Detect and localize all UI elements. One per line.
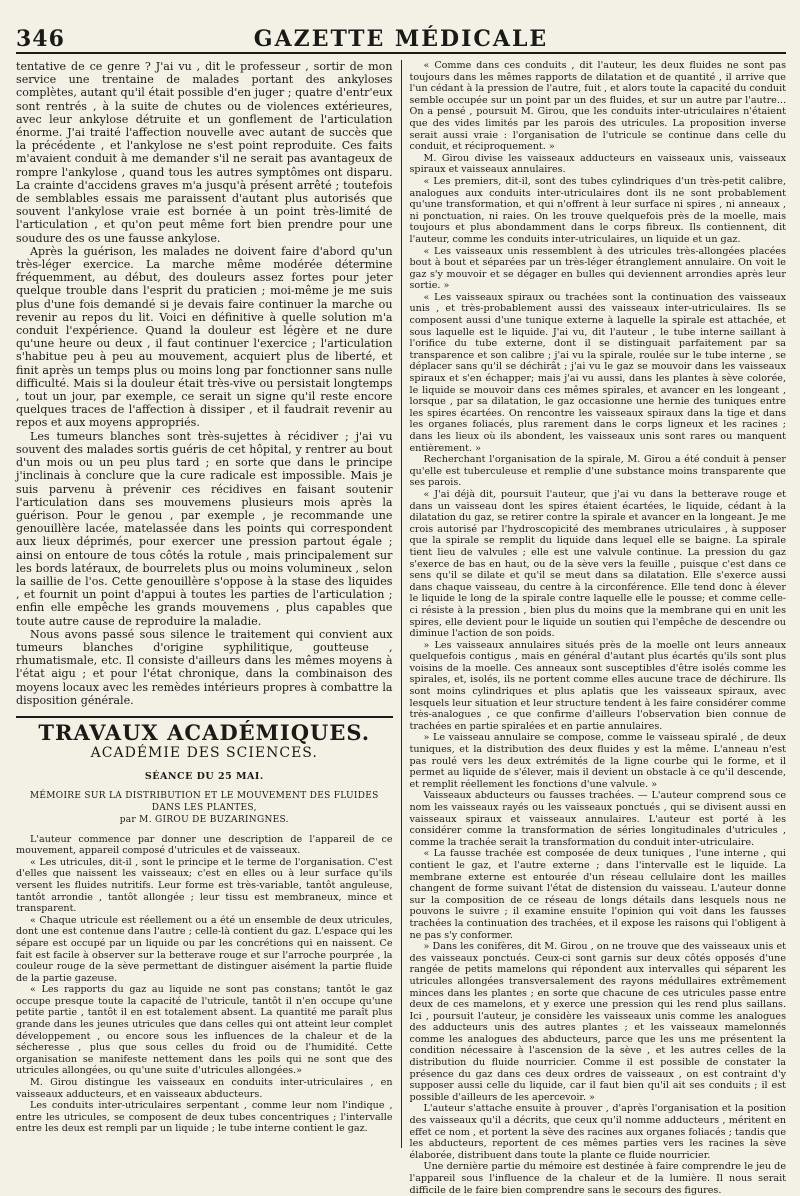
paragraph: Nous avons passé sous silence le traitement qui convient aux tumeurs blanches d'origine syphilitique, goutteuse , rhumatismale, etc. Il consiste d'ailleurs dans les mêmes moyens à l'état aigu ; et pour l'état chronique, dans la combinaison des moyens locaux avec les remèdes intérieurs propres à combattre la disposition générale. (16, 627, 393, 707)
memoir-heading (16, 790, 393, 826)
paragraph: Après la guérison, les malades ne doivent faire d'abord qu'un très-léger exercice. La marche même modérée détermine fréquemment, au début, des douleurs assez fortes pour jeter quelque trouble dans l'esprit du praticien ; moi-même je me suis plus d'une fois demandé si je devais faire continuer la marche ou revenir au repos du lit. Voici en définitive à quelle solution m'a conduit l'expérience. Quand la douleur est légère et ne dure qu'une heure ou deux , il faut continuer l'exercice ; l'articulation s'habitue peu à peu au mouvement, acquiert plus de liberté, et finit après un temps plus ou moins long par fonctionner sans nulle difficulté. Mais si la douleur était très-vive ou persistait longtemps , tout un jour, par exemple, ce serait un signe qu'il reste encore quelques traces de l'affection à dissiper , et il faudrait revenir au repos et aux moyens appropriés. (16, 244, 393, 430)
paragraph: M. Girou divise les vaisseaux adducteurs en vaisseaux unis, vaisseaux spiraux et vaisseaux annulaires. (409, 152, 786, 176)
columns (16, 60, 786, 1196)
paragraph: » Les vaisseaux annulaires situés près de la moelle ont leurs anneaux quelquefois contigus , mais en général d'autant plus écartés qu'ils sont plus voisins de la moelle. Ces anneaux sont susceptibles d'être isolés comme les spirales, et, isolés, ils ne portent comme elles aucune trace de déchirure. Ils sont moins cylindriques et plus aplatis que les vaisseaux spiraux, avec lesquels leur situation et leur structure tendent à les faire considérer comme très-analogues , ce que confirme d'ailleurs l'observation bien connue de trachées en partie spiralées et en partie annulaires. (409, 639, 786, 732)
paragraph: Recherchant l'organisation de la spirale, M. Girou a été conduit à penser qu'elle est tuberculeuse et remplie d'une substance moins transparente que ses parois. (409, 454, 786, 489)
paragraph: Les tumeurs blanches sont très-sujettes à récidiver ; j'ai vu souvent des malades sortis guéris de cet hôpital, y rentrer au bout d'un mois ou un peu plus tard ; en sorte que dans le principe j'inclinais à conclure que la cure radicale est impossible. Mais je suis parvenu à prévenir ces récidives en faisant soutenir l'articulation dans ses mouvemens plusieurs mois après la guérison. Pour le genou , par exemple , je recommande une genouillère lacée, matelassée dans les points qui correspondent aux lieux déprimés, pour exercer une pression partout égale ; ainsi on entoure de tous côtés la rotule , mais principalement sur les bords latéraux, de bourrelets plus ou moins volumineux , selon la saillie de l'os. Cette genouillère s'oppose à la stase des liquides , et fournit un point d'appui à toutes les parties de l'articulation ; enfin elle empêche les grands mouvemens , plus capables que toute autre cause de reproduire la maladie. (16, 429, 393, 628)
academy-heading: ACADÉMIE DES SCIENCES. (90, 745, 318, 762)
paragraph: « Les vaisseaux unis ressemblent à des utricules très-allongées placées bout à bout et séparées par un très-léger étranglement annulaire. On voit le gaz s'y mouvoir et se dégager en bulles qui deviennent arrondies après leur sortie. » (409, 245, 786, 292)
paragraph: tentative de ce genre ? J'ai vu , dit le professeur , sortir de mon service une trentaine de malades portant des ankyloses complètes, autant qu'il était possible d'en juger ; quatre d'entr'eux sont rentrés , à la suite de chutes ou de violences extérieures, avec leur ankylose détruite et un gonflement de l'articulation énorme. J'ai traité l'affection nouvelle avec autant de succès que la précédente , et l'ankylose ne s'est point reproduite. Ces faits m'avaient conduit à me demander s'il ne serait pas avantageux de rompre l'ankylose , quand tous les autres symptômes ont disparu. La crainte d'accidens graves m'a jusqu'à présent arrêté ; toutefois de semblables essais me paraissent d'autant plus autorisés que souvent l'ankylose vraie est bornée à un point très-limité de l'articulation , et qu'on peut même fort bien prendre pour une soudure des os une fausse ankylose. (16, 60, 393, 245)
page-number: 346 (16, 26, 65, 52)
journal-title: GAZETTE MÉDICALE (253, 26, 549, 52)
paragraph: Les conduits inter-utriculaires serpentant , comme leur nom l'indique , entre les utricules, se composent de deux tubes concentriques ; l'intervalle entre les deux est rempli par un liquide ; le tube interne contient le gaz. (16, 1100, 393, 1135)
paragraph: M. Girou distingue les vaisseaux en conduits inter-utriculaires , en vaisseaux adducteurs, et en vaisseaux abducteurs. (16, 1077, 393, 1100)
paragraph: L'auteur s'attache ensuite à prouver , d'après l'organisation et la position des vaisseaux qu'il a décrits, que ceux qu'il nomme adducteurs , méritent en effet ce nom , et portent la sève des racines aux organes foliacés ; tandis que les abducteurs, reportent de ces mêmes parties vers les racines la sève élaborée, distribuent dans toute la plante ce fluide nourricier. (409, 1103, 786, 1161)
session-date: SÉANCE DU 25 MAI. (144, 771, 264, 783)
right-column (401, 60, 787, 1196)
paragraph: « La fausse trachée est composée de deux tuniques , l'une interne , qui contient le gaz, et l'autre externe ; dans l'intervalle est le liquide. La membrane externe est entourée d'un réseau cellulaire dont les mailles changent de forme suivant l'état de distension du vaisseau. L'auteur donne sur la composition de ce réseau de longs détails dans lesquels nous ne pouvons le suivre ; il examine ensuite l'opinion qui voit dans les fausses trachées la continuation des trachées, et il expose les raisons qui l'obligent à ne pas s'y conformer. (409, 848, 786, 941)
memoir-title: MÉMOIRE SUR LA DISTRIBUTION ET LE MOUVEMENT DES FLUIDES DANS LES PLANTES, (29, 790, 379, 813)
section-divider (16, 716, 393, 718)
paragraph: Une dernière partie du mémoire est destinée à faire comprendre le jeu de l'appareil sous l'influence de la chaleur et de la lumière. Il nous serait difficile de le faire bien comprendre sans le secours des figures. (409, 1161, 786, 1196)
paragraph: L'auteur commence par donner une description de l'appareil de ce mouvement, appareil composé d'utricules et de vaisseaux. (16, 833, 393, 857)
paragraph: « J'ai déjà dit, poursuit l'auteur, que j'ai vu dans la betterave rouge et dans un vaisseau dont les spires étaient écartées, le liquide, cédant à la dilatation du gaz, se retirer contre la spirale et avancer en la longeant. Je me crois autorisé par l'hydroscopicité des membranes utriculaires , à supposer que la spirale se remplit du liquide dans lequel elle se baigne. La spirale tient lieu de valvules ; elle est une valvule continue. La pression du gaz s'exerce de bas en haut, ou de la sève vers la feuille , puisque c'est dans ce sens qu'il se dilate et qu'il se meut dans sa dilatation. Elle s'exerce aussi dans chaque vaisseau, du centre à la circonférence. Elle tend donc à élever le liquide le long de la spirale contre laquelle elle le pousse; et comme celle-ci résiste à la pression , bien plus du moins que la membrane qui en unit les spires, elle devient pour le liquide un soutien qui l'empêche de descendre ou diminue l'action de son poids. (409, 488, 786, 640)
memoir-author: par M. GIROU DE BUZARINGNES. (119, 814, 289, 825)
paragraph: « Chaque utricule est réellement ou a été un ensemble de deux utricules, dont une est contenue dans l'autre ; celle-là contient du gaz. L'espace qui les sépare est occupé par un liquide ou par les concrétions qui en naissent. Ce fait est facile à observer sur la betterave rouge et sur l'arroche pourprée , la couleur rouge de la sève permettant de distinguer aisément la partie fluide de la partie gazeuse. (16, 914, 393, 984)
page-header (16, 16, 786, 54)
paragraph: Vaisseaux abducteurs ou fausses trachées. — L'auteur comprend sous ce nom les vaisseaux rayés ou les vaisseaux ponctués , qui se divisent aussi en vaisseaux spiraux et vaisseaux annulaires. L'auteur est porté à les considérer comme la transformation de séries longitudinales d'utricules , comme la trachée serait la transformation du conduit inter-utriculaire. (409, 790, 786, 848)
left-column (16, 60, 401, 1148)
section-title: TRAVAUX ACADÉMIQUES. (38, 719, 371, 745)
paragraph: « Les vaisseaux spiraux ou trachées sont la continuation des vaisseaux unis , et très-probablement aussi des vaisseaux inter-utriculaires. Ils se composent aussi d'une tunique externe à laquelle la spirale est attachée, et sous laquelle est le liquide. J'ai vu, dit l'auteur , le tube interne saillant à l'orifice du tube externe, dont il se distinguait parfaitement par sa transparence et son calibre ; j'ai vu la spirale, roulée sur le tube interne , se déplacer sans qu'il se déchirât ; j'ai vu le gaz se mouvoir dans les vaisseaux spiraux et s'en échapper; mais j'ai vu aussi, dans les plantes à sève colorée, le liquide se mouvoir dans ces mêmes spirales, et avancer en les longeant , lorsque , par sa dilatation, le gaz occasionne une hernie des tuniques entre les spires écartées. On rencontre les vaisseaux spiraux dans la tige et dans les organes foliacés, plus rarement dans le corps ligneux et les racines ; dans les lieux où ils abondent, les vaisseaux unis sont rares ou manquent entièrement. » (409, 291, 786, 454)
paragraph: « Comme dans ces conduits , dit l'auteur, les deux fluides ne sont pas toujours dans les mêmes rapports de dilatation et de quantité , il arrive que l'un cédant à la pression de l'autre, fuit , et alors toute la capacité du conduit semble occupée sur un point par un des fluides, et sur un autre par l'autre... On a pensé , poursuit M. Girou, que les conduits inter-utriculaires n'étaient que des vides limités par les parois des utricules. La proposition inverse serait aussi vraie : l'organisation de l'utricule se continue dans celle du conduit, et réciproquement. » (409, 60, 786, 153)
paragraph: » Dans les conifères, dit M. Girou , on ne trouve que des vaisseaux unis et des vaisseaux ponctués. Ceux-ci sont garnis sur deux côtés opposés d'une rangée de petits mamelons qui répondent aux intervalles qui séparent les utricules allongées transversalement des rayons médullaires extrêmement minces dans les plantes ; en sorte que chacune de ces utricules passe entre deux de ces mamelons, et y exerce une pression qui les rend plus saillans. Ici , poursuit l'auteur, je considère les vaisseaux unis comme les analogues des adducteurs unis des autres plantes ; et les vaisseaux mamelonnés comme les analogues des abducteurs, parce que les uns me présentent la condition nécessaire à l'ascension de la sève , et les autres celles de la distribution du fluide nourricier. Comme il est possible de constater la présence du gaz dans ces deux ordres de vaisseaux , on est contraint d'y supposer aussi celle du liquide, car il faut bien qu'il ait ses conduits ; il est possible d'ailleurs de les apercevoir. » (409, 941, 786, 1103)
paragraph: « Les utricules, dit-il , sont le principe et le terme de l'organisation. C'est d'elles que naissent les vaisseaux; c'est en elles ou à leur surface qu'ils versent les fluides nutritifs. Leur forme est très-variable, tantôt anguleuse, tantôt arrondie , tantôt allongée ; leur tissu est membraneux, mince et transparent. (16, 856, 393, 915)
paragraph: « Les rapports du gaz au liquide ne sont pas constans; tantôt le gaz occupe presque toute la capacité de l'utricule, tantôt il n'en occupe qu'une petite partie , tantôt il en est totalement absent. La quantité me paraît plus grande dans les jeunes utricules que dans celles qui ont atteint leur complet développement , ou encore sous les influences de la chaleur et de la sécheresse , plus que sous celles du froid ou de l'humidité. Cette organisation se manifeste nettement dans les poils qui ne sont que des utricules allongées, ou qu'une suite d'utricules allongées.» (16, 984, 393, 1077)
paragraph: » Le vaisseau annulaire se compose, comme le vaisseau spiralé , de deux tuniques, et la distribution des deux fluides y est la même. L'anneau n'est pas roulé vers les deux extrémités de la ligne courbe qui le forme, et il permet au liquide de s'élever, mais il devient un obstacle à ce qu'il descende, et remplit réellement les fonctions d'une valvule. » (409, 732, 786, 790)
paragraph: « Les premiers, dit-il, sont des tubes cylindriques d'un très-petit calibre, analogues aux conduits inter-utriculaires dont ils ne sont probablement qu'une transformation, et qui n'offrent à leur surface ni spires , ni anneaux , ni ponctuation, ni raies. On les trouve quelquefois près de la moelle, mais toujours et plus abondamment dans le corps fibreux. Ils contiennent, dit l'auteur, comme les conduits inter-utriculaires, un liquide et un gaz. (409, 175, 786, 245)
